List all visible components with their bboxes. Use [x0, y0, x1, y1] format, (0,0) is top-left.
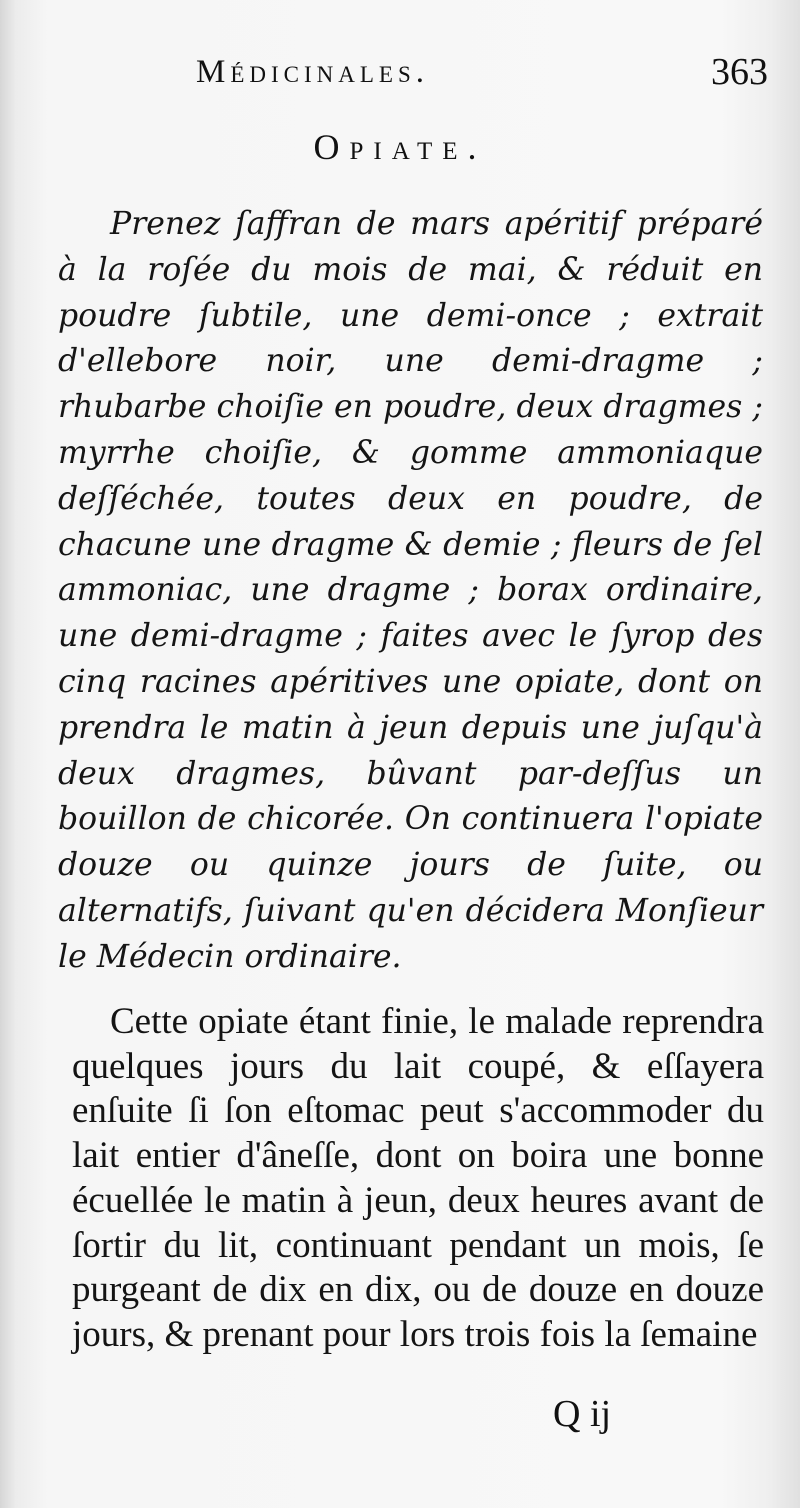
section-title: Opiate.: [313, 127, 487, 167]
running-head: Médicinales.: [196, 54, 430, 90]
page-header: [0, 48, 800, 98]
continuation-paragraph: Cette opiate étant finie, le malade reprendra quelques jours du lait coupé, & eſſayera enſuite ſi ſon eſtomac peut s'accommoder du lait entier d'âneſſe, dont on boira une bonne écuellée le matin à jeun, deux heures avant de ſortir du lit, continuant pendant un mois, ſe purgeant de dix en dix, ou de douze en douze jours, & prenant pour lors trois fois la ſemaine: [72, 1001, 764, 1355]
signature-mark: Q ij: [553, 1393, 612, 1435]
recipe-paragraph: Prenez ſaffran de mars apéritif préparé à la roſée du mois de mai, & réduit en poudre ſubtile, une demi-once ; extrait d'ellebore noir, une demi-dragme ; rhubarbe choiſie en poudre, deux dragmes ; myrrhe choiſie, & gomme ammoniaque deſſéchée, toutes deux en poudre, de chacune une dragme & demie ; fleurs de ſel ammoniac, une dragme ; borax ordinaire, une demi-dragme ; faites avec le ſyrop des cinq racines apéritives une opiate, dont on prendra le matin à jeun depuis une juſqu'à deux dragmes, bûvant par-deſſus un bouillon de chicorée. On continuera l'opiate douze ou quinze jours de ſuite, ou alternatifs, ſuivant qu'en décidera Monſieur le Médecin ordinaire.: [58, 206, 763, 975]
page-number: 363: [711, 51, 768, 93]
